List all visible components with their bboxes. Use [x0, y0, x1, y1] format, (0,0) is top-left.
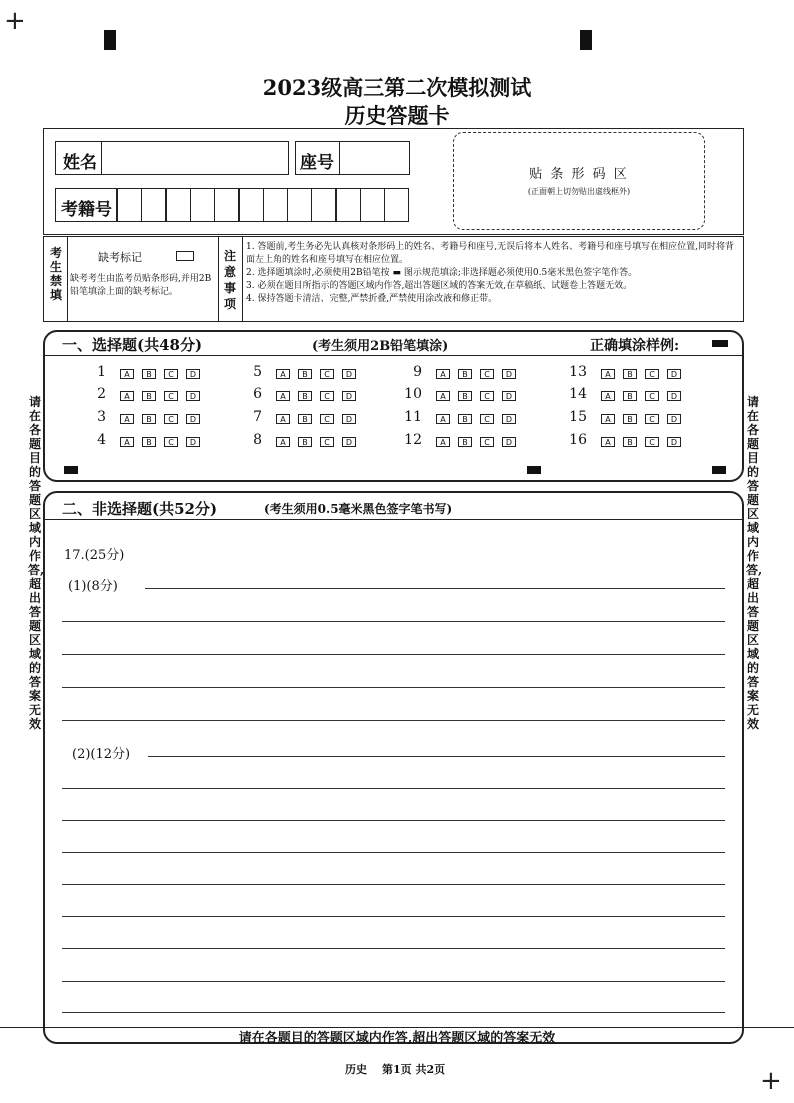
answer-line[interactable] — [62, 852, 725, 853]
option-bubble-b[interactable]: B — [623, 437, 637, 447]
left-side-warning: 请在各题目的答题区域内作答,超出答题区域的答案无效 — [28, 395, 45, 731]
option-bubble-c[interactable]: C — [320, 391, 334, 401]
answer-line[interactable] — [62, 687, 725, 688]
exam-id-digit-box[interactable] — [311, 188, 336, 222]
option-bubble-b[interactable]: B — [142, 437, 156, 447]
answer-line[interactable] — [62, 621, 725, 622]
exam-id-digit-box[interactable] — [239, 188, 264, 222]
exam-id-digit-box[interactable] — [117, 188, 142, 222]
option-bubble-d[interactable]: D — [186, 391, 200, 401]
answer-line[interactable] — [62, 884, 725, 885]
question-number: 14 — [569, 386, 587, 402]
note-item: 2. 选择题填涂时,必须使用2B铅笔按 ▬ 图示规范填涂;非选择题必须使用0.5毫米黑色签字笔作答。 — [246, 268, 638, 278]
notes-side-label: 注意事项 — [223, 249, 236, 311]
option-bubble-b[interactable]: B — [298, 369, 312, 379]
part-1-label: (1)(8分) — [68, 579, 118, 594]
option-bubble-a[interactable]: A — [601, 414, 615, 424]
option-bubble-b[interactable]: B — [142, 391, 156, 401]
question-number: 10 — [404, 386, 422, 402]
option-bubble-d[interactable]: D — [186, 414, 200, 424]
option-bubble-a[interactable]: A — [436, 369, 450, 379]
divider — [218, 236, 219, 322]
option-bubble-d[interactable]: D — [342, 414, 356, 424]
option-bubble-b[interactable]: B — [142, 414, 156, 424]
answer-line[interactable] — [62, 948, 725, 949]
exam-id-label: 考籍号 — [61, 200, 112, 220]
exam-id-digit-box[interactable] — [141, 188, 166, 222]
question-number: 15 — [569, 409, 587, 425]
seat-field[interactable] — [339, 141, 410, 175]
answer-line[interactable] — [62, 720, 725, 721]
option-bubble-c[interactable]: C — [480, 369, 494, 379]
option-bubble-d[interactable]: D — [342, 437, 356, 447]
absent-mark-checkbox[interactable] — [176, 251, 194, 261]
divider — [43, 519, 744, 520]
answer-line[interactable] — [62, 820, 725, 821]
position-mark — [64, 466, 78, 474]
question-number: 13 — [569, 364, 587, 380]
option-bubble-c[interactable]: C — [645, 414, 659, 424]
question-number: 7 — [253, 409, 262, 425]
option-bubble-c[interactable]: C — [164, 369, 178, 379]
option-bubble-b[interactable]: B — [623, 369, 637, 379]
answer-line[interactable] — [148, 756, 725, 757]
choice-section-instruction: (考生须用2B铅笔填涂) — [312, 339, 449, 354]
answer-line[interactable] — [62, 654, 725, 655]
note-item: 3. 必须在题目所指示的答题区域内作答,超出答题区域的答案无效,在草稿纸、试题卷上答题无效。 — [246, 281, 633, 291]
question-number: 4 — [97, 432, 106, 448]
right-side-warning: 请在各题目的答题区域内作答,超出答题区域的答案无效 — [746, 395, 763, 731]
option-bubble-a[interactable]: A — [120, 369, 134, 379]
option-bubble-a[interactable]: A — [601, 391, 615, 401]
name-label: 姓名 — [63, 153, 97, 173]
option-bubble-a[interactable]: A — [436, 391, 450, 401]
position-mark-left — [104, 30, 116, 50]
absent-mark-note: 缺考考生由监考员贴条形码,并用2B铅笔填涂上面的缺考标记。 — [70, 274, 212, 297]
option-bubble-d[interactable]: D — [342, 391, 356, 401]
option-bubble-d[interactable]: D — [502, 414, 516, 424]
option-bubble-b[interactable]: B — [623, 414, 637, 424]
option-bubble-a[interactable]: A — [276, 391, 290, 401]
exam-id-digit-box[interactable] — [287, 188, 312, 222]
name-field[interactable] — [101, 141, 289, 175]
answer-line[interactable] — [62, 916, 725, 917]
option-bubble-c[interactable]: C — [480, 437, 494, 447]
option-bubble-d[interactable]: D — [502, 369, 516, 379]
exam-id-digit-box[interactable] — [384, 188, 409, 222]
option-bubble-b[interactable]: B — [298, 437, 312, 447]
option-bubble-a[interactable]: A — [276, 414, 290, 424]
footer-page: 第1页 共2页 — [382, 1063, 446, 1076]
option-bubble-a[interactable]: A — [276, 437, 290, 447]
option-bubble-b[interactable]: B — [142, 369, 156, 379]
footer-subject: 历史 — [345, 1063, 367, 1076]
exam-id-digit-box[interactable] — [360, 188, 385, 222]
option-bubble-c[interactable]: C — [480, 414, 494, 424]
option-bubble-a[interactable]: A — [436, 414, 450, 424]
crosshair-bottom-right: + — [760, 1066, 782, 1096]
option-bubble-a[interactable]: A — [120, 437, 134, 447]
bottom-warning: 请在各题目的答题区域内作答,超出答题区域的答案无效 — [238, 1031, 556, 1046]
option-bubble-d[interactable]: D — [667, 437, 681, 447]
option-bubble-a[interactable]: A — [436, 437, 450, 447]
option-bubble-d[interactable]: D — [342, 369, 356, 379]
exam-id-digit-box[interactable] — [166, 188, 191, 222]
answer-line[interactable] — [62, 981, 725, 982]
question-number: 9 — [413, 364, 422, 380]
option-bubble-a[interactable]: A — [120, 414, 134, 424]
question-17-label: 17.(25分) — [64, 548, 125, 563]
option-bubble-c[interactable]: C — [645, 391, 659, 401]
exam-id-digit-box[interactable] — [190, 188, 215, 222]
option-bubble-b[interactable]: B — [458, 369, 472, 379]
question-number: 12 — [404, 432, 422, 448]
note-item: 1. 答题前,考生务必先认真核对条形码上的姓名、考籍号和座号,无误后将本人姓名、考籍号和座号填写在相应位置,同时将背面左上角的姓名和座号填写在相应位置。 — [246, 242, 735, 265]
question-number: 8 — [253, 432, 262, 448]
option-bubble-d[interactable]: D — [667, 414, 681, 424]
option-bubble-c[interactable]: C — [164, 414, 178, 424]
option-bubble-b[interactable]: B — [458, 391, 472, 401]
option-bubble-c[interactable]: C — [320, 437, 334, 447]
barcode-title: 贴 条 形 码 区 — [529, 167, 629, 182]
option-bubble-c[interactable]: C — [645, 369, 659, 379]
choice-section-title: 一、选择题(共48分) — [62, 336, 203, 354]
answer-line[interactable] — [145, 588, 725, 589]
option-bubble-b[interactable]: B — [623, 391, 637, 401]
divider — [67, 236, 68, 322]
page-subtitle: 历史答题卡 — [344, 103, 450, 128]
answer-line[interactable] — [62, 1012, 725, 1013]
barcode-note: (正面朝上切勿贴出虚线框外) — [527, 187, 631, 196]
question-number: 6 — [253, 386, 262, 402]
option-bubble-b[interactable]: B — [298, 391, 312, 401]
position-mark-right — [580, 30, 592, 50]
option-bubble-c[interactable]: C — [320, 414, 334, 424]
seat-label: 座号 — [300, 153, 334, 173]
divider — [43, 355, 744, 356]
option-bubble-b[interactable]: B — [458, 414, 472, 424]
crosshair-top-left: + — [4, 6, 26, 36]
notes-list — [246, 241, 742, 306]
answer-section — [43, 491, 744, 1044]
question-number: 3 — [97, 409, 106, 425]
answer-section-instruction: (考生须用0.5毫米黑色签字笔书写) — [264, 502, 453, 516]
option-bubble-b[interactable]: B — [298, 414, 312, 424]
option-bubble-a[interactable]: A — [120, 391, 134, 401]
position-mark — [527, 466, 541, 474]
option-bubble-c[interactable]: C — [320, 369, 334, 379]
sample-label: 正确填涂样例: — [590, 338, 680, 354]
option-bubble-d[interactable]: D — [502, 437, 516, 447]
divider — [242, 236, 243, 322]
option-bubble-d[interactable]: D — [186, 437, 200, 447]
note-item: 4. 保持答题卡清洁、完整,严禁折叠,严禁使用涂改液和修正带。 — [246, 294, 498, 304]
part-2-label: (2)(12分) — [72, 747, 131, 762]
option-bubble-d[interactable]: D — [667, 391, 681, 401]
option-bubble-d[interactable]: D — [186, 369, 200, 379]
option-bubble-a[interactable]: A — [276, 369, 290, 379]
exam-id-digit-box[interactable] — [336, 188, 361, 222]
option-bubble-c[interactable]: C — [164, 391, 178, 401]
sample-fill-mark — [712, 340, 728, 347]
exam-id-digit-box[interactable] — [214, 188, 239, 222]
option-bubble-c[interactable]: C — [645, 437, 659, 447]
option-bubble-c[interactable]: C — [164, 437, 178, 447]
exam-id-digit-box[interactable] — [263, 188, 288, 222]
question-number: 2 — [97, 386, 106, 402]
absent-mark-label: 缺考标记 — [98, 251, 142, 264]
answer-section-title: 二、非选择题(共52分) — [62, 500, 218, 518]
option-bubble-b[interactable]: B — [458, 437, 472, 447]
question-number: 5 — [253, 364, 262, 380]
option-bubble-c[interactable]: C — [480, 391, 494, 401]
page-title: 2023级高三第二次模拟测试 — [262, 75, 532, 100]
option-bubble-d[interactable]: D — [667, 369, 681, 379]
option-bubble-a[interactable]: A — [601, 437, 615, 447]
question-number: 11 — [404, 409, 422, 425]
question-number: 16 — [569, 432, 587, 448]
question-number: 1 — [97, 364, 106, 380]
option-bubble-d[interactable]: D — [502, 391, 516, 401]
answer-line[interactable] — [62, 788, 725, 789]
student-fill-side-label: 考生禁填 — [49, 246, 62, 302]
position-mark — [712, 466, 726, 474]
option-bubble-a[interactable]: A — [601, 369, 615, 379]
